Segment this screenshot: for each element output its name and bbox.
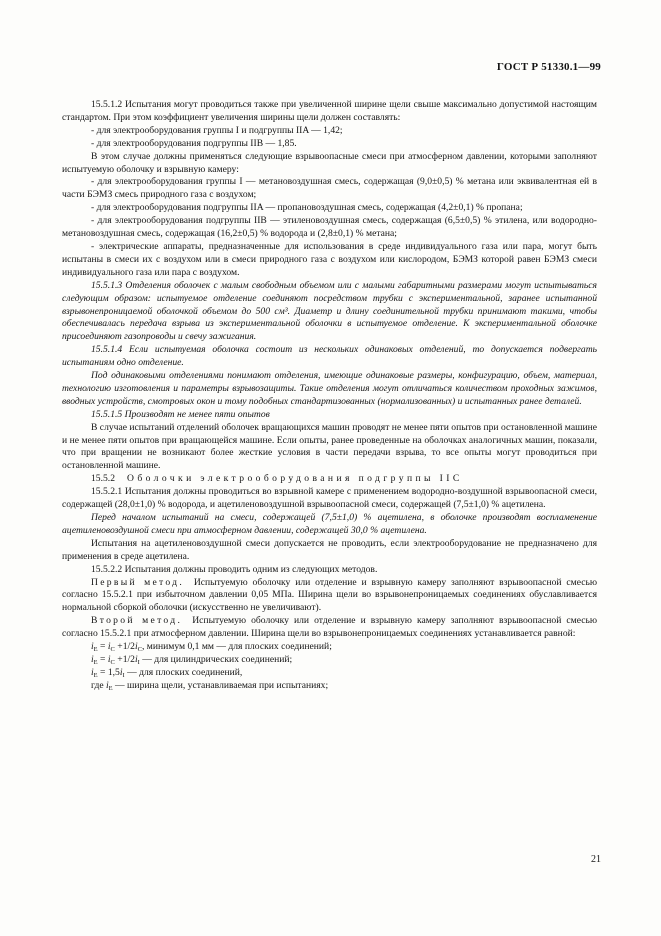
paragraph: - для электрооборудования подгруппы IIA — пропановоздушная смесь, содержащая (4,2±0,1) % пропана; — [91, 202, 523, 214]
formula-sub: C — [110, 646, 115, 654]
formula-sub: I — [122, 671, 125, 679]
formula-sub: E — [93, 658, 98, 666]
formula-var: i — [91, 666, 94, 678]
paragraph: - для электрооборудования подгруппы IIB — 1,85. — [91, 137, 297, 149]
formula-var: i — [134, 653, 138, 665]
paragraph: В случае испытаний отделений оболочек вращающихся машин проводят не менее пяти опытов при остановленной машине и не менее пяти опытов при вращающейся машине. Если опыты, ранее проведенные на оболочках аналогичных машин, показали, что при вращении не возникают более жесткие условия в части передачи взрыва, то все опыты могут проводиться при остановленной машине. — [62, 421, 597, 472]
formula-sub: E — [108, 684, 113, 692]
formula-mid: +1/2 — [114, 653, 135, 665]
method-text: Испытуемую оболочку или отделение и взрывную камеру заполняют взрывоопасной смесью согласно 15.5.2.1 при избыточном давлении 0,05 МПа. Ширина щели во взрывонепроницаемых соединениях обуславливается нормальной сборкой оболочки (искусственно не увеличивают). — [62, 576, 598, 614]
formula-var: i — [107, 653, 111, 665]
method-text: Испытуемую оболочку или отделение и взрывную камеру заполняют взрывоопасной смесью согласно 15.5.2.1 при атмосферном давлении. Ширина щели во взрывонепроницаемых соединениях устанавливается равной: — [62, 615, 598, 640]
where-line — [62, 680, 597, 693]
formula-var: i — [119, 666, 123, 678]
section-heading — [62, 473, 597, 486]
formula-line — [62, 654, 597, 667]
document-header: ГОСТ Р 51330.1—99 — [496, 61, 601, 73]
paragraph: 15.5.1.3 Отделения оболочек с малым свободным объемом или с малыми габаритными размерами могут испытываться следующим образом: испытуемое отделение соединяют посредством трубки с экспериментальной, заранее испытанной взрывонепроницаемой оболочкой объемом до 500 см³. Диаметр и длину соединительной трубки принимают такими, чтобы обеспечивалась передача взрыва из экспериментальной оболочки в испытуемое отделение. К экспериментальной оболочке присоединяют газопроводы и свечу зажигания. — [62, 279, 597, 343]
formula-sub: I — [137, 658, 140, 666]
where-text: — ширина щели, устанавливаемая при испытаниях; — [112, 679, 329, 691]
document-body — [62, 99, 597, 693]
paragraph: - электрические аппараты, предназначенные для использования в среде индивидуального газа или пара, могут быть испытаны в смеси их с воздухом или в смеси природного газа с воздухом или кислородом, БЭМЗ которой равен БЭМЗ смеси индивидуального газа или пара с воздухом. — [62, 240, 597, 278]
formula-mid: +1/2 — [114, 641, 135, 653]
paragraph: 15.5.1.4 Если испытуемая оболочка состоит из нескольких одинаковых отделений, то допускается подвергать испытаниям одно отделение. — [62, 344, 597, 369]
formula-sub: C — [137, 646, 142, 654]
formula-var: i — [91, 653, 94, 665]
formula-rel: = — [97, 641, 108, 653]
formula-var: i — [106, 679, 109, 691]
section-number: 15.5.2 — [91, 473, 115, 485]
formula-line — [62, 667, 597, 680]
method-paragraph — [62, 615, 597, 641]
formula-var: i — [107, 641, 111, 653]
paragraph: 15.5.1.5 Производят не менее пяти опытов — [91, 408, 270, 420]
where-prefix: где — [91, 679, 106, 691]
paragraph: - для электрооборудования группы I и подгруппы IIA — 1,42; — [91, 124, 343, 136]
formula-tail: , минимум 0,1 мм — для плоских соединений; — [141, 641, 332, 653]
paragraph: Перед началом испытаний на смеси, содержащей (7,5±1,0) % ацетилена, в оболочке производят воспламенение ацетиленовоздушной смеси при атмосферном давлении, содержащей 30,0 % ацетилена. — [62, 512, 597, 536]
section-title: Оболочки электрооборудования подгруппы IIC — [126, 473, 463, 485]
paragraph: 15.5.2.1 Испытания должны проводиться во взрывной камере с применением водородно-воздушной взрывоопасной смеси, содержащей (28,0±1,0) % водорода, и ацетиленовоздушной взрывоопасной смеси, содержащей (7,5±1,0) % ацетилена. — [62, 486, 597, 511]
method-lead: Первый метод. — [91, 576, 185, 588]
method-lead: Второй метод. — [91, 615, 183, 627]
formula-rel: = 1,5 — [97, 666, 120, 678]
formula-tail: — для цилиндрических соединений; — [139, 653, 293, 665]
paragraph: В этом случае должны применяться следующие взрывоопасные смеси при атмосферном давлении, которыми заполняют испытуемую оболочку и взрывную камеру: — [62, 150, 597, 175]
paragraph: Под одинаковыми отделениями понимают отделения, имеющие одинаковые размеры, конфигурацию, объем, материал, технологию изготовления и параметры взрывозащиты. Такие отделения могут отличаться количеством проходных зажимов, вводных устройств, смотровых окон и тому подобных стандартизованных (нормализованных) и испытанных ранее деталей. — [62, 370, 597, 407]
page-number: 21 — [591, 854, 601, 865]
formula-line — [62, 641, 597, 654]
formula-rel: = — [97, 653, 108, 665]
paragraph: 15.5.1.2 Испытания могут проводиться также при увеличенной ширине щели свыше максимально допустимой настоящим стандартом. При этом коэффициент увеличения ширины щели должен составлять: — [62, 99, 597, 123]
formula-sub: C — [110, 658, 115, 666]
method-paragraph — [62, 577, 597, 616]
formula-sub: E — [93, 646, 98, 654]
formula-sub: E — [93, 671, 98, 679]
formula-tail: — для плоских соединений, — [124, 666, 243, 678]
paragraph: 15.5.2.2 Испытания должны проводить одним из следующих методов. — [91, 563, 378, 575]
formula-var: i — [91, 641, 94, 653]
formula-var: i — [134, 641, 138, 653]
paragraph: Испытания на ацетиленовоздушной смеси допускается не проводить, если электрооборудование не предназначено для применения в среде ацетилена. — [62, 537, 597, 562]
paragraph: - для электрооборудования группы I — метановоздушная смесь, содержащая (9,0±0,5) % метана или эквивалентная ей в части БЭМЗ смесь природного газа с воздухом; — [62, 176, 597, 201]
paragraph: - для электрооборудования подгруппы IIB — этиленовоздушная смесь, содержащая (6,5±0,5) % этилена, или водородно-метановоздушная смесь, содержащая (16,2±0,5) % водорода и (2,8±0,1) % метана; — [62, 215, 597, 240]
